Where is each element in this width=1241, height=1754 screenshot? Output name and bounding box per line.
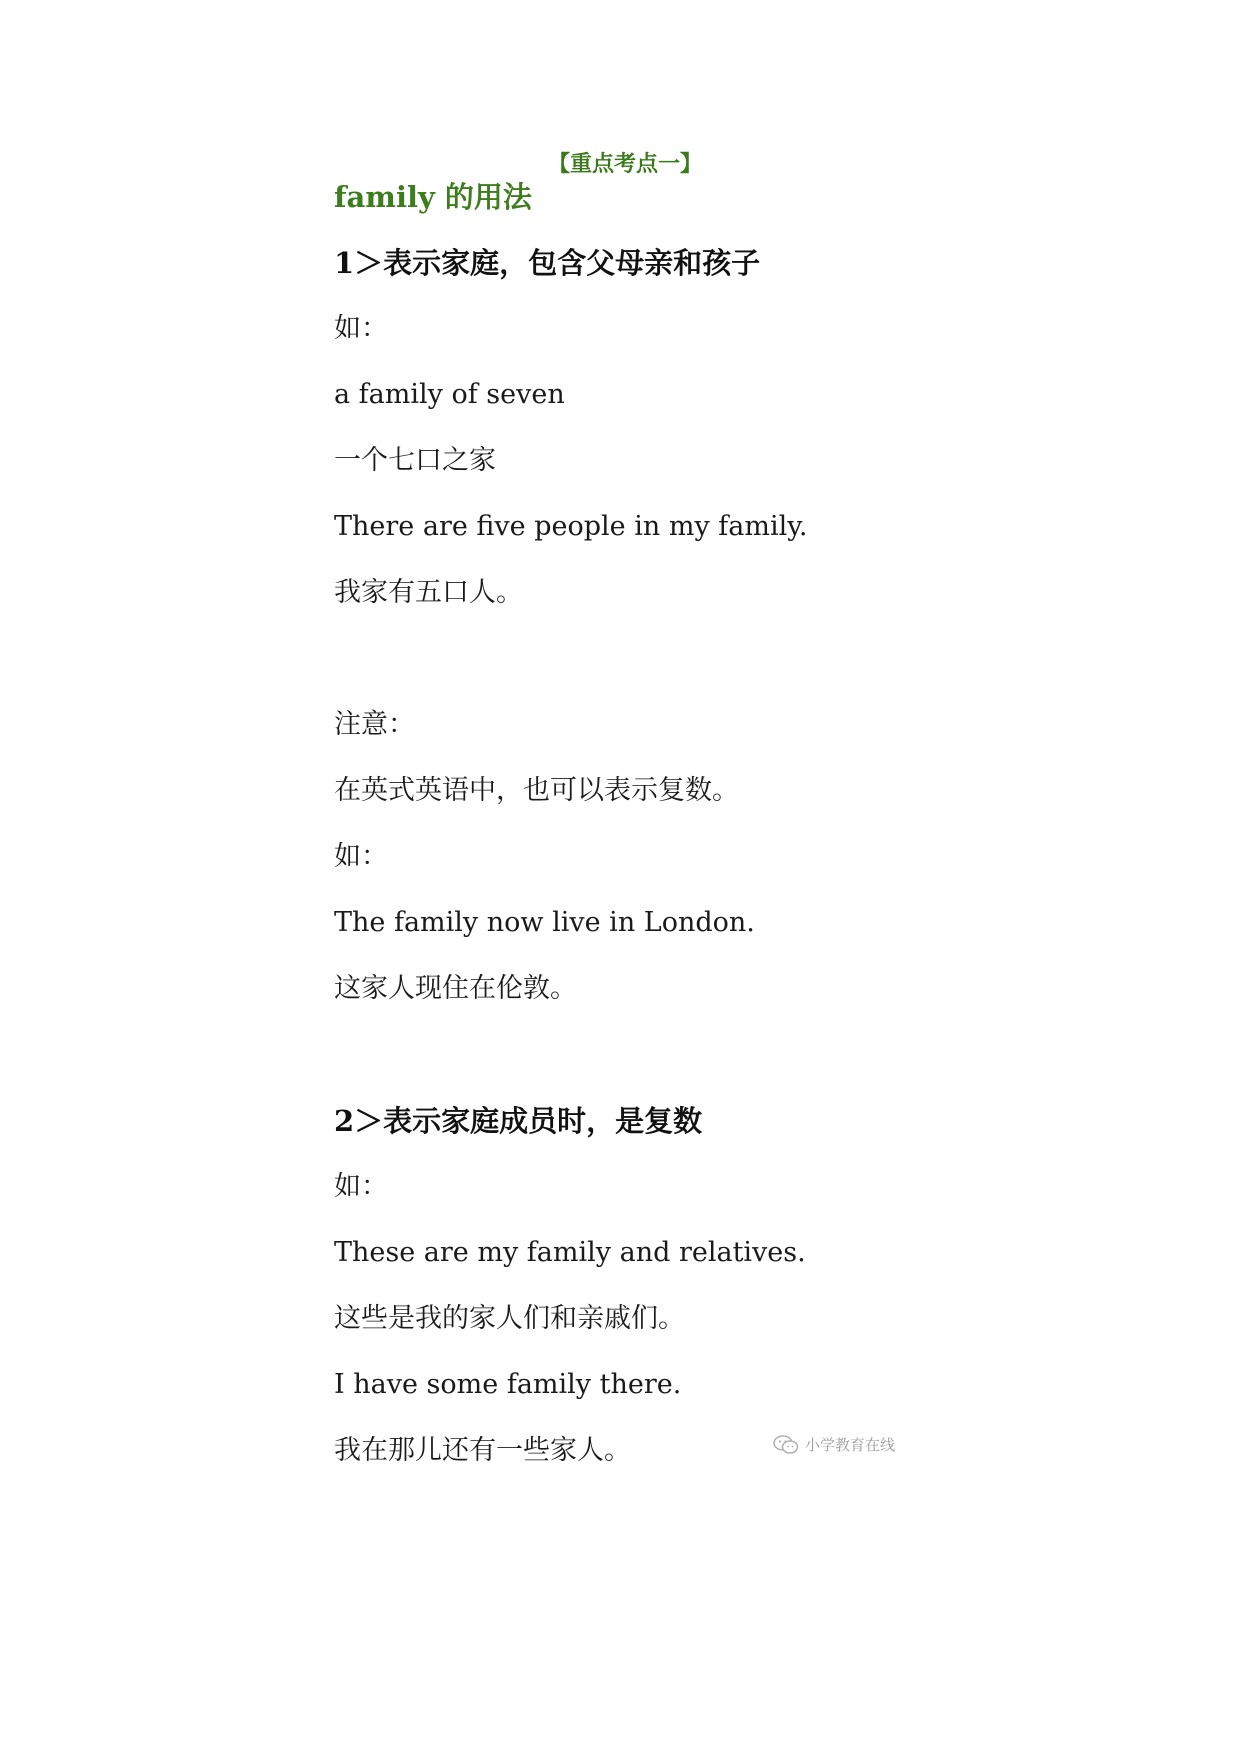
wechat-icon bbox=[773, 1435, 799, 1455]
key-point-label: 【重点考点一】 bbox=[548, 152, 703, 177]
example-chinese: 我在那儿还有一些家人。 bbox=[334, 1435, 631, 1466]
note-text: 在英式英语中，也可以表示复数。 bbox=[334, 775, 739, 806]
example-chinese: 一个七口之家 bbox=[334, 445, 496, 476]
example-label: 如： bbox=[334, 841, 388, 872]
example-english: There are five people in my family. bbox=[334, 511, 808, 542]
example-chinese: 我家有五口人。 bbox=[334, 577, 523, 608]
watermark bbox=[773, 1434, 895, 1455]
example-english: I have some family there. bbox=[334, 1369, 682, 1400]
watermark-text: 小学教育在线 bbox=[805, 1436, 896, 1454]
example-chinese: 这家人现住在伦敦。 bbox=[334, 973, 577, 1004]
page-title: family 的用法 bbox=[334, 180, 532, 214]
note-label: 注意： bbox=[334, 709, 415, 740]
example-label: 如： bbox=[334, 313, 388, 344]
section-2-heading: 2＞表示家庭成员时，是复数 bbox=[334, 1104, 703, 1138]
example-chinese: 这些是我的家人们和亲戚们。 bbox=[334, 1303, 685, 1334]
example-english: These are my family and relatives. bbox=[334, 1237, 806, 1268]
section-1-heading: 1＞表示家庭，包含父母亲和孩子 bbox=[334, 246, 761, 280]
example-english: The family now live in London. bbox=[334, 907, 755, 938]
example-english: a family of seven bbox=[334, 379, 565, 410]
example-label: 如： bbox=[334, 1171, 388, 1202]
